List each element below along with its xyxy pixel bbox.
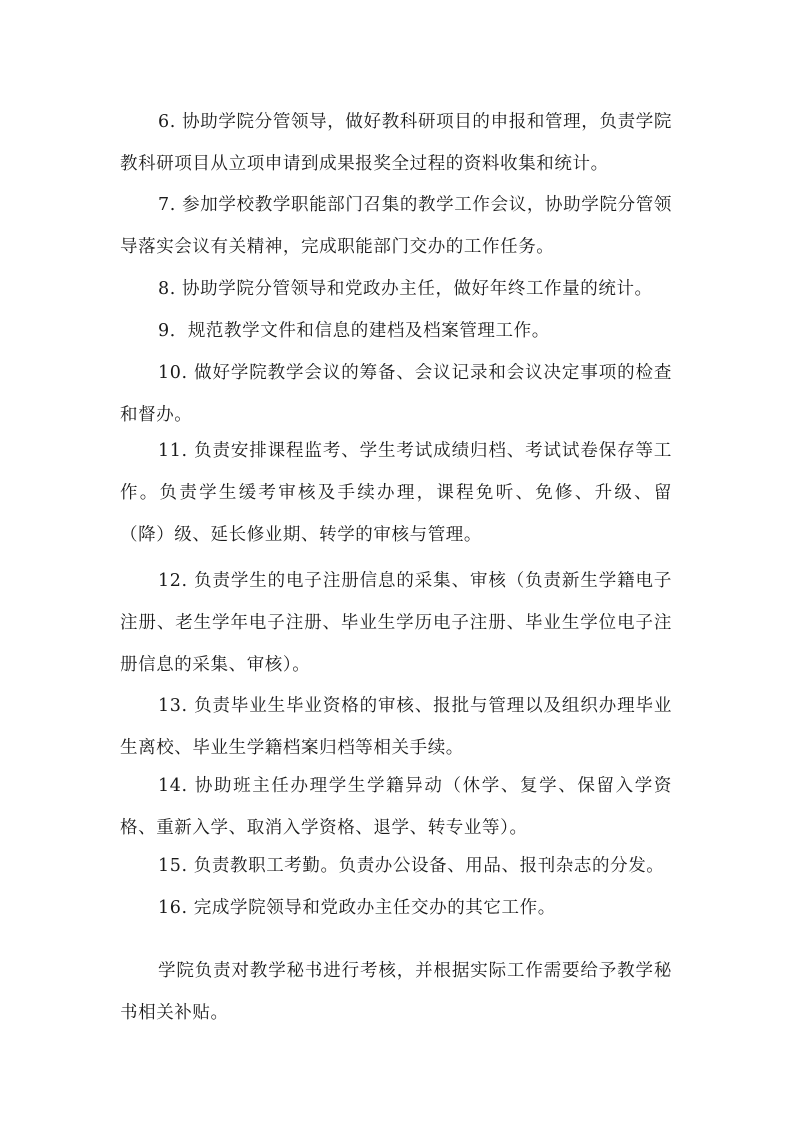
duty-item-11: 11. 负责安排课程监考、学生考试成绩归档、考试试卷保存等工作。负责学生缓考审核及手续办理，课程免听、免修、升级、留（降）级、延长修业期、转学的审核与管理。 [120,441,672,545]
duty-item-7: 7. 参加学校教学职能部门召集的教学工作会议，协助学院分管领导落实会议有关精神，完成职能部门交办的工作任务。 [120,195,672,257]
duty-item-13: 13. 负责毕业生毕业资格的审核、报批与管理以及组织办理毕业生离校、毕业生学籍档案归档等相关手续。 [120,696,672,758]
duty-item-16: 16. 完成学院领导和党政办主任交办的其它工作。 [158,898,556,918]
duty-item-12: 12. 负责学生的电子注册信息的采集、审核（负责新生学籍电子注册、老生学年电子注册、毕业生学历电子注册、毕业生学位电子注册信息的采集、审核）。 [120,571,672,675]
duty-item-14: 14. 协助班主任办理学生学籍异动（休学、复学、保留入学资格、重新入学、取消入学资格、退学、转专业等）。 [120,776,672,838]
duty-item-6: 6. 协助学院分管领导，做好教科研项目的申报和管理，负责学院教科研项目从立项申请到成果报奖全过程的资料收集和统计。 [120,112,672,174]
duty-item-15: 15. 负责教职工考勤。负责办公设备、用品、报刊杂志的分发。 [158,856,665,876]
closing-paragraph: 学院负责对教学秘书进行考核，并根据实际工作需要给予教学秘书相关补贴。 [120,961,672,1023]
duty-item-9: 9．规范教学文件和信息的建档及档案管理工作。 [158,321,550,341]
duty-item-10: 10. 做好学院教学会议的筹备、会议记录和会议决定事项的检查和督办。 [120,363,672,425]
duty-item-8: 8. 协助学院分管领导和党政办主任，做好年终工作量的统计。 [158,279,653,299]
